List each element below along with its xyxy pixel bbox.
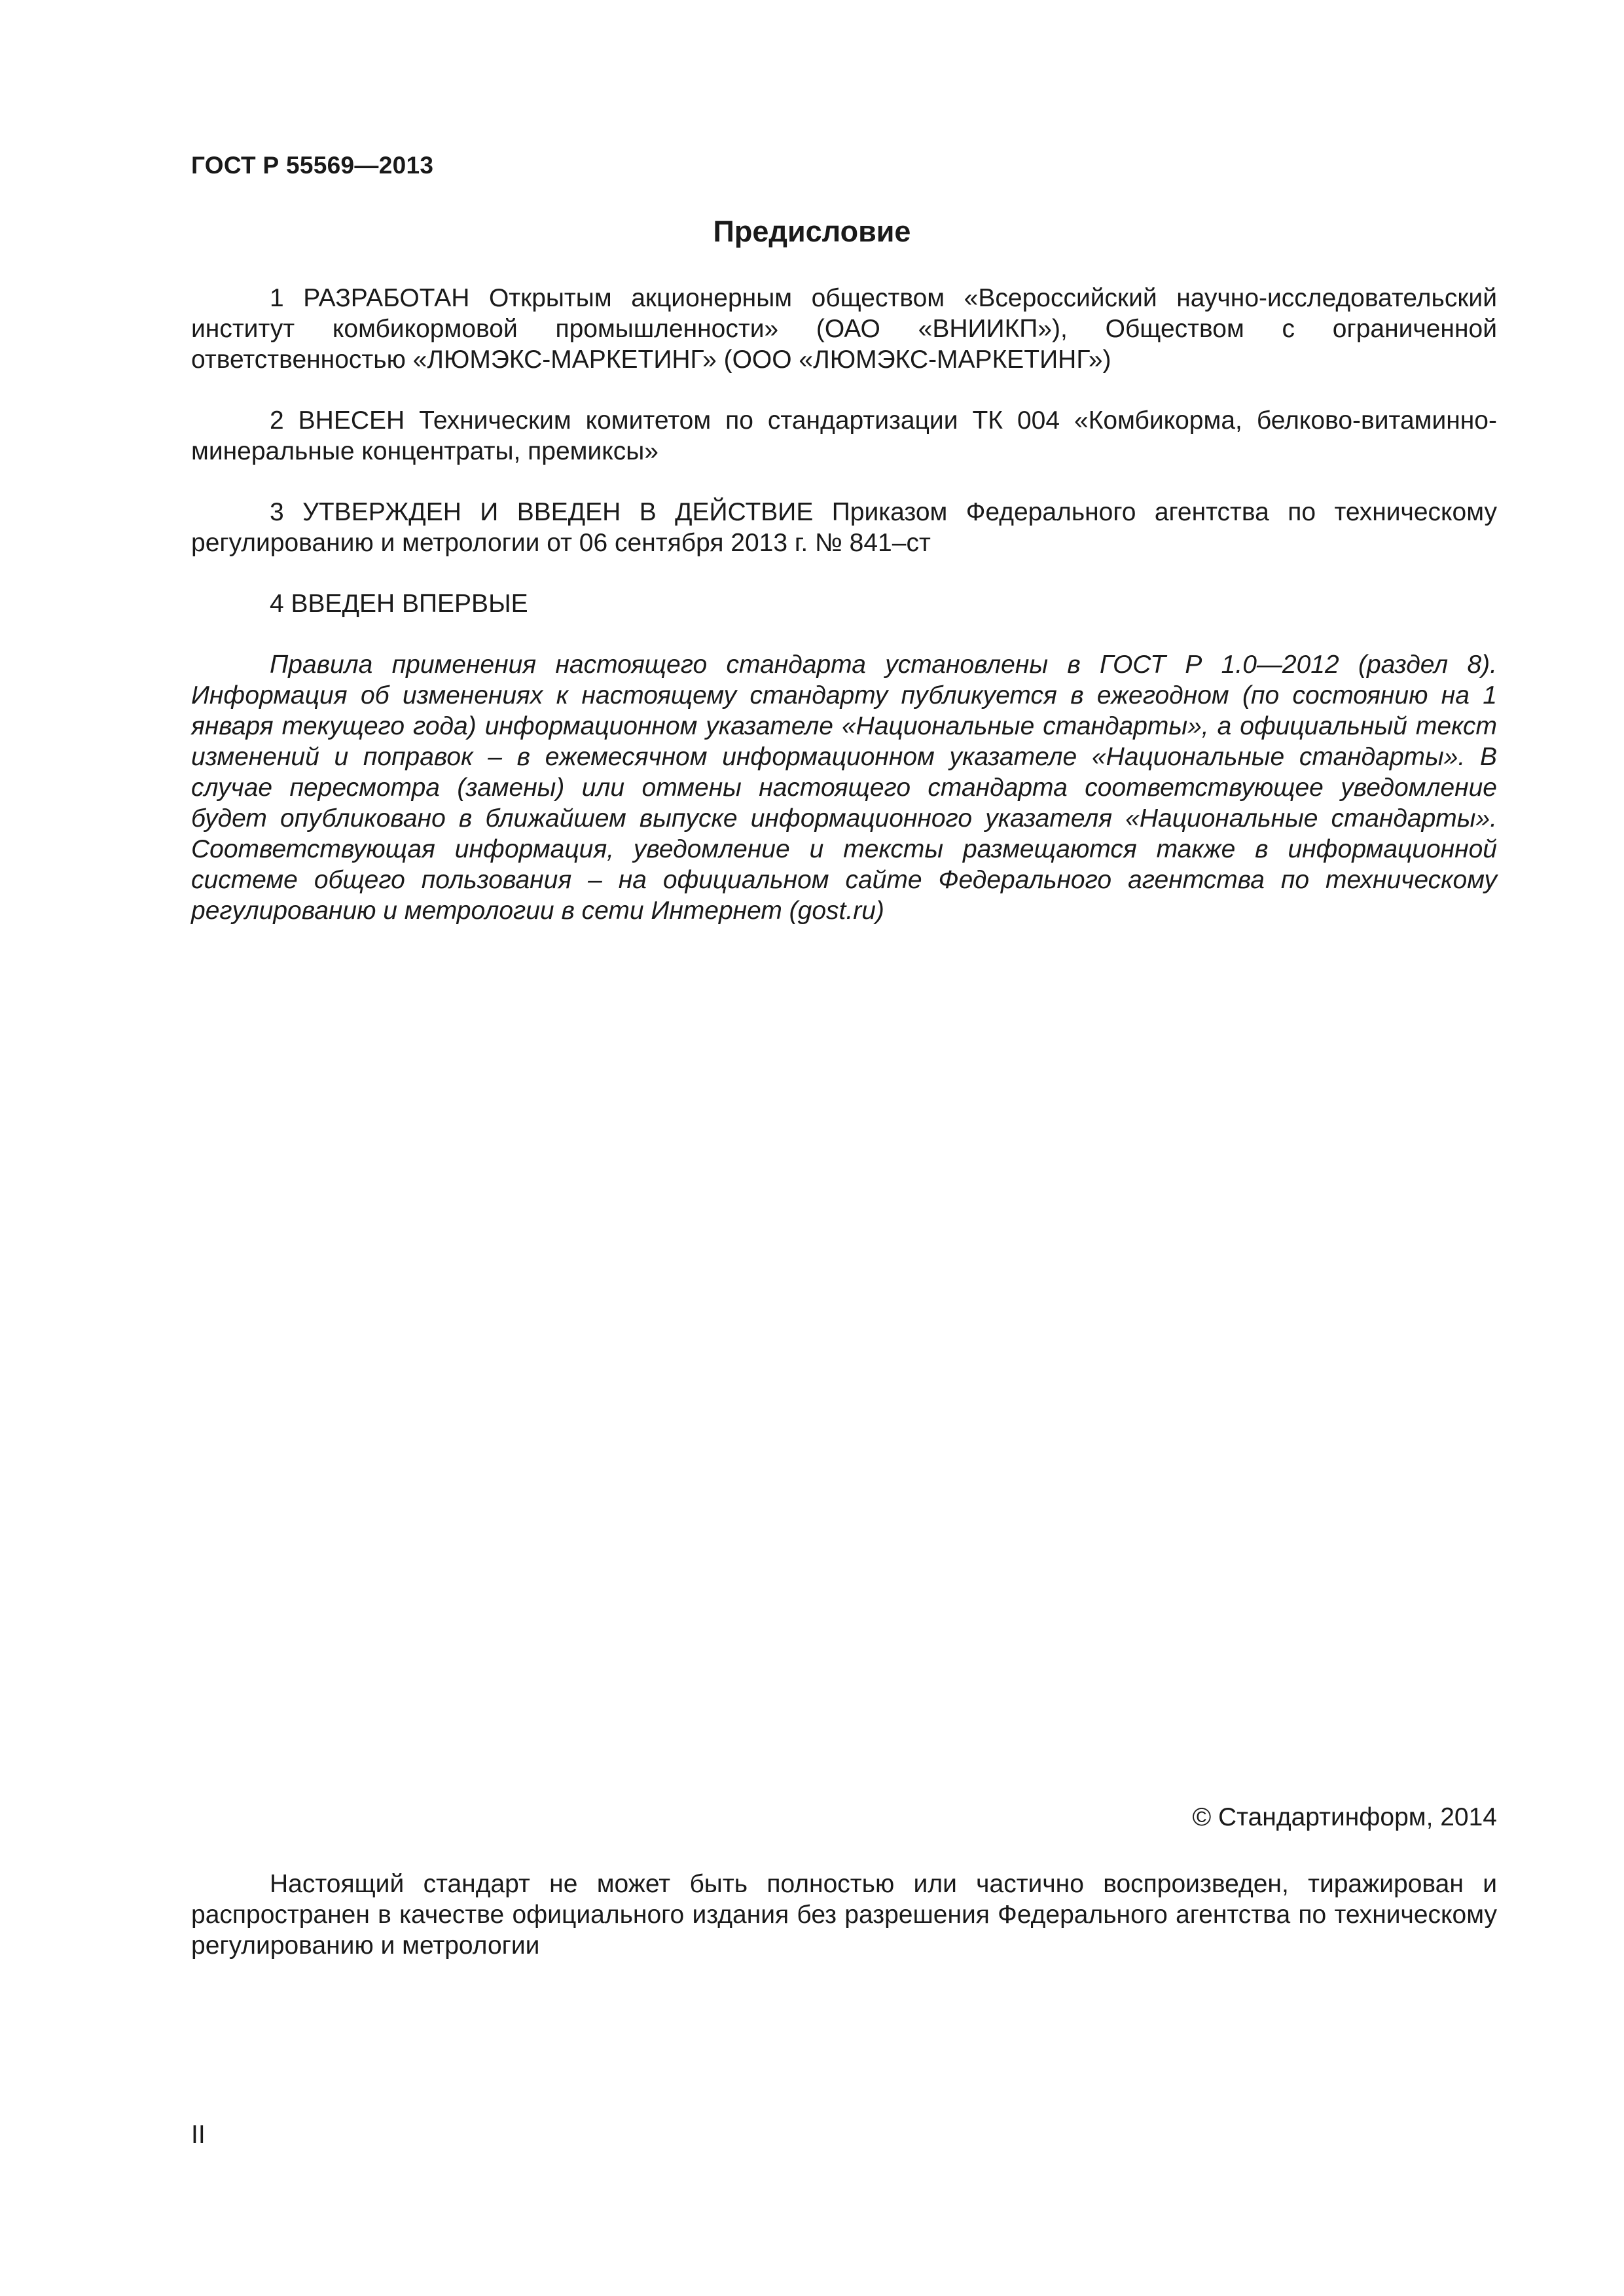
copyright-notice: Настоящий стандарт не может быть полностью или частично воспроизведен, тиражирован и распространен в качестве официального издания без разрешения Федерального агентства по техническому регулированию и метрологии: [191, 1870, 1497, 1960]
foreword-paragraph-introduced: 2 ВНЕСЕН Техническим комитетом по стандартизации ТК 004 «Комбикорма, белково-витаминно-минеральные концентраты, премиксы»: [191, 406, 1497, 465]
copyright-line: © Стандартинформ, 2014: [1192, 1803, 1497, 1831]
foreword-paragraph-approved: 3 УТВЕРЖДЕН И ВВЕДЕН В ДЕЙСТВИЕ Приказом Федерального агентства по техническому регулированию и метрологии от 06 сентября 2013 г. № 841–ст: [191, 498, 1497, 557]
foreword-body: [191, 283, 1497, 956]
page-number: II: [191, 2121, 206, 2149]
foreword-paragraph-developed: 1 РАЗРАБОТАН Открытым акционерным обществом «Всероссийский научно-исследовательский институт комбикормовой промышленности» (ОАО «ВНИИКП»), Обществом с ограниченной ответственностью «ЛЮМЭКС-МАРКЕТИНГ» (ООО «ЛЮМЭКС-МАРКЕТИНГ»): [191, 284, 1497, 374]
application-rules-paragraph: Правила применения настоящего стандарта установлены в ГОСТ Р 1.0—2012 (раздел 8). Информация об изменениях к настоящему стандарту публикуется в ежегодном (по состоянию на 1 января текущего года) информационном указателе «Национальные стандарты», а официальный текст изменений и поправок – в ежемесячном информационном указателе «Национальные стандарты». В случае пересмотра (замены) или отмены настоящего стандарта соответствующее уведомление будет опубликовано в ближайшем выпуске информационного указателя «Национальные стандарты». Соответствующая информация, уведомление и тексты размещаются также в информационной системе общего пользования – на официальном сайте Федерального агентства по техническому регулированию и метрологии в сети Интернет (gost.ru): [191, 651, 1497, 925]
document-code: ГОСТ Р 55569—2013: [191, 152, 434, 179]
section-title: Предисловие: [713, 215, 911, 248]
foreword-paragraph-first-introduced: 4 ВВЕДЕН ВПЕРВЫЕ: [270, 590, 528, 618]
